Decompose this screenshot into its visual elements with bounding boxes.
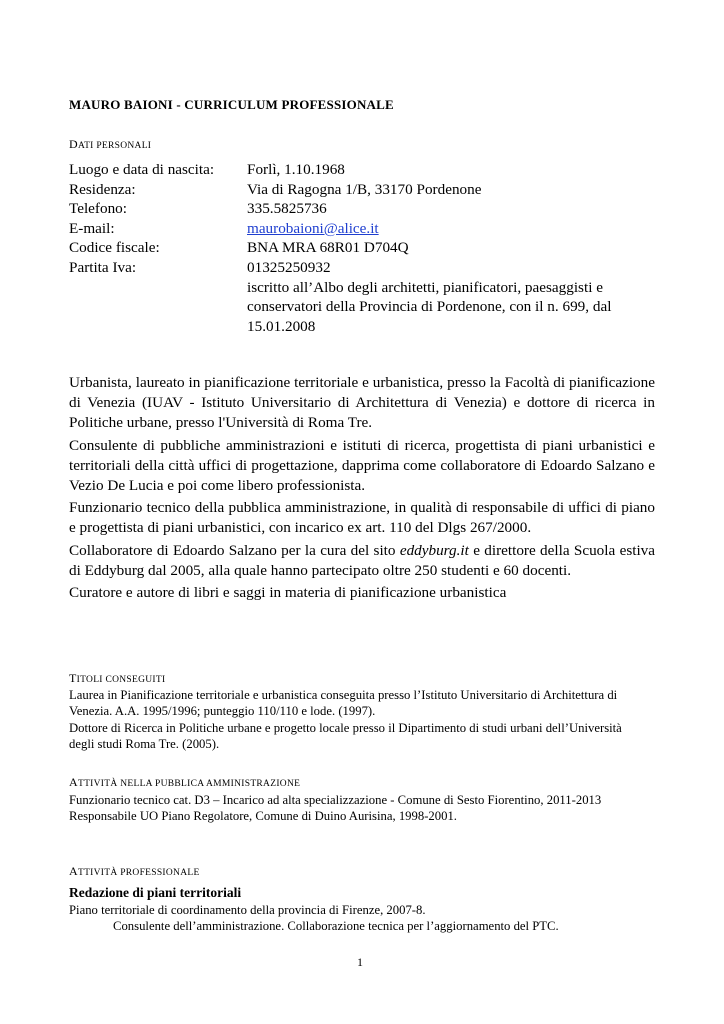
- section-heading-titoli: TITOLI CONSEGUITI: [69, 671, 166, 685]
- attivita-pa-list: [69, 792, 639, 825]
- bio-paragraph-3: Funzionario tecnico della pubblica amministrazione, in qualità di responsabile di uffici di piano e progettista di piani urbanistici, con incarico ex art. 110 del Dlgs 267/2000.: [69, 499, 655, 537]
- fiscal-code-value: BNA MRA 68R01 D704Q: [247, 239, 409, 257]
- bio-paragraph-5: Curatore e autore di libri e saggi in materia di pianificazione urbanistica: [69, 584, 507, 602]
- attivita-pa-item: Funzionario tecnico cat. D3 – Incarico ad alta specializzazione - Comune di Sesto Fiorentino, 2011-2013: [69, 793, 602, 807]
- personal-row-vat: [69, 258, 669, 278]
- residence-value: Via di Ragogna 1/B, 33170 Pordenone: [247, 180, 482, 198]
- attivita-pa-item: Responsabile UO Piano Regolatore, Comune di Duino Aurisina, 1998-2001.: [69, 809, 457, 824]
- residence-label: Residenza:: [69, 180, 136, 198]
- birth-label: Luogo e data di nascita:: [69, 161, 215, 178]
- document-title: MAURO BAIONI - CURRICULUM PROFESSIONALE: [69, 97, 394, 112]
- titolo-item: Dottore di Ricerca in Politiche urbane e progetto locale presso il Dipartimento di studi urbani dell’Università degli studi Roma Tre. (2005).: [69, 720, 622, 751]
- phone-value: 335.5825736: [247, 200, 327, 218]
- page-number: 1: [357, 955, 363, 969]
- titoli-list: [69, 687, 649, 752]
- fiscal-code-label: Codice fiscale:: [69, 239, 160, 257]
- bio-section: [69, 373, 655, 603]
- personal-row-birth: [69, 160, 669, 180]
- subheading-piani-territoriali: Redazione di piani territoriali: [69, 885, 242, 900]
- vat-label: Partita Iva:: [69, 258, 137, 276]
- personal-row-albo: [69, 278, 669, 337]
- titolo-item: Laurea in Pianificazione territoriale e urbanistica conseguita presso l’Istituto Universitario di Architettura di Venezia. A.A. 1995/1996; punteggio 110/110 e lode. (1997).: [69, 688, 618, 719]
- personal-data-table: [69, 160, 669, 336]
- attivita-prof-item: Piano territoriale di coordinamento della provincia di Firenze, 2007-8.: [69, 903, 426, 917]
- personal-row-email: [69, 219, 669, 239]
- birth-value: Forlì, 1.10.1968: [247, 161, 345, 178]
- personal-row-phone: [69, 199, 669, 219]
- albo-registration: iscritto all’Albo degli architetti, pianificatori, paesaggisti e conservatori della Provincia di Pordenone, con il n. 699, dal 15.01.2008: [247, 278, 612, 335]
- phone-label: Telefono:: [69, 200, 127, 218]
- email-label: E-mail:: [69, 219, 115, 237]
- vat-value: 01325250932: [247, 258, 331, 276]
- email-link[interactable]: maurobaioni@alice.it: [247, 219, 379, 237]
- eddyburg-site: eddyburg.it: [399, 541, 469, 559]
- section-heading-dati-personali: DATI PERSONALI: [69, 137, 152, 151]
- attivita-prof-list: [69, 902, 649, 935]
- section-heading-attivita-pa: ATTIVITÀ NELLA PUBBLICA AMMINISTRAZIONE: [69, 775, 301, 789]
- bio-paragraph-2: Consulente di pubbliche amministrazioni e istituti di ricerca, progettista di piani urbanistici e territoriali della città uffici di progettazione, dapprima come collaboratore di Edoardo Salzano e Vezio De Lucia e poi come libero professionista.: [69, 436, 655, 495]
- personal-row-residence: [69, 180, 669, 200]
- personal-row-fiscal-code: [69, 238, 669, 258]
- bio-paragraph-4: Collaboratore di Edoardo Salzano per la cura del sito eddyburg.it e direttore della Scuola estiva di Eddyburg dal 2005, alla quale hanno partecipato oltre 250 studenti e 60 docenti.: [69, 541, 655, 579]
- attivita-prof-item-detail: Consulente dell’amministrazione. Collaborazione tecnica per l’aggiornamento del PTC.: [113, 919, 559, 934]
- bio-paragraph-1: Urbanista, laureato in pianificazione territoriale e urbanistica, presso la Facoltà di pianificazione di Venezia (IUAV - Istituto Universitario di Architettura di Venezia) e dottore di ricerca in Politiche urbane, presso l'Università di Roma Tre.: [69, 374, 655, 432]
- section-heading-attivita-prof: ATTIVITÀ PROFESSIONALE: [69, 864, 200, 878]
